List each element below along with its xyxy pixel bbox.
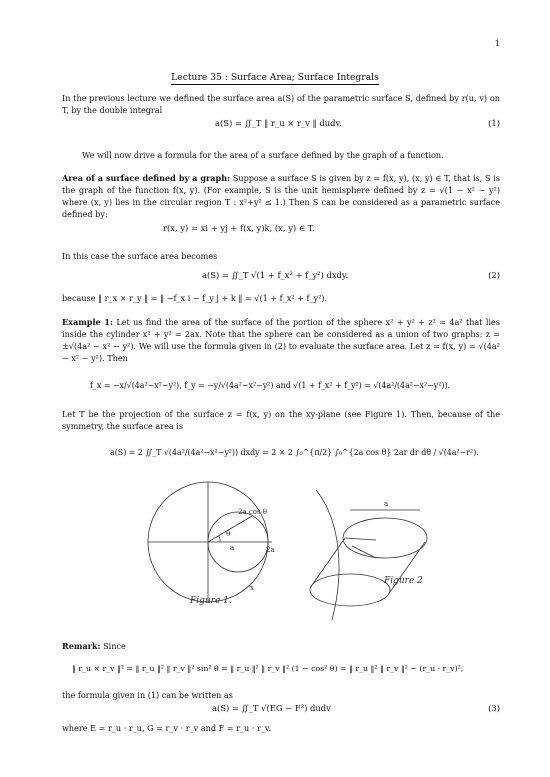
equation-2: a(S) = ∬_T √(1 + f_x² + f_y²) dxdy. bbox=[202, 270, 349, 280]
equation-3-number: (3) bbox=[488, 703, 500, 713]
label-a-right: a bbox=[384, 500, 389, 508]
partial-derivatives: f_x = −x/√(4a²−x²−y²), f_y = −y/√(4a²−x²−y²) and √(1 + f_x² + f_y²) = √(4a²/(4a²−x²−y²)). bbox=[90, 381, 451, 390]
graph-section-text: Suppose a surface S is given by z = f(x, y), (x, y) ∈ T, that is, S is the graph of the function f(x, y). (For example, S is the unit hemisphere defined by z = √(1 − x² − y²) where (x, y) lies in the circular region T : x²+y² ≤ 1.) Then S can be considered as a parametric surface defined by: bbox=[62, 173, 500, 219]
intro-paragraph: In the previous lecture we defined the surface area a(S) of the parametric surface S, defined by r(u, v) on T, by the double integral bbox=[62, 93, 500, 115]
equation-1-number: (1) bbox=[488, 118, 500, 128]
caption-figure-2: Figure 2 bbox=[384, 576, 423, 586]
label-2acos: 2a cos θ bbox=[238, 508, 268, 516]
label-theta: θ bbox=[226, 530, 231, 538]
equation-2-number: (2) bbox=[488, 270, 500, 280]
remark-equation: ‖ r_u × r_v ‖² = ‖ r_u ‖² ‖ r_v ‖² sin² θ = ‖ r_u ‖² ‖ r_v ‖² (1 − cos² θ) = ‖ r_u ‖² ‖ r_v ‖² − (r_u · r_v)², bbox=[72, 664, 464, 673]
where-line: where E = r_u · r_u, G = r_v · r_v and F = r_u · r_v. bbox=[62, 723, 272, 733]
example-heading: Example 1: bbox=[62, 317, 113, 327]
caption-figure-1: Figure 1. bbox=[190, 596, 232, 606]
remark-paragraph-2: the formula given in (1) can be written as bbox=[62, 690, 233, 700]
graph-section-heading: Area of a surface defined by a graph: bbox=[62, 173, 231, 183]
because-line: because ‖ r_x × r_y ‖ = ‖ −f_x i − f_y j + k ‖ = √(1 + f_x² + f_y²). bbox=[62, 293, 328, 303]
page-number: 1 bbox=[494, 38, 500, 48]
page-title bbox=[0, 72, 550, 83]
example-paragraph-2: Let T be the projection of the surface z = f(x, y) on the xy-plane (see Figure 1). Then, because of the symmetry, the surface area is bbox=[62, 409, 500, 431]
graph-section-paragraph bbox=[62, 172, 500, 220]
intro-paragraph-2: We will now drive a formula for the area of a surface defined by the graph of a function. bbox=[82, 150, 444, 160]
example-paragraph bbox=[62, 316, 500, 364]
cylinder-top bbox=[343, 518, 427, 558]
cylinder-left bbox=[310, 538, 345, 588]
cylinder-bottom bbox=[310, 574, 390, 606]
figure bbox=[140, 480, 440, 632]
label-a: a bbox=[230, 544, 235, 552]
label-2a: 2a bbox=[266, 546, 275, 554]
area-equation: a(S) = 2 ∬_T √(4a²/(4a²−x²−y²)) dxdy = 2 × 2 ∫₀^{π/2} ∫₀^{2a cos θ} 2ar dr dθ / √(4a²−r²). bbox=[110, 448, 479, 457]
radius-line bbox=[208, 516, 252, 542]
graph-section-paragraph-2: In this case the surface area becomes bbox=[62, 251, 218, 261]
equation-3: a(S) = ∬_T √(EG − F²) dudv bbox=[212, 703, 331, 713]
remark-text: Since bbox=[103, 641, 126, 651]
label-x: x bbox=[250, 584, 254, 592]
remark-heading: Remark: bbox=[62, 641, 101, 651]
title-text: Lecture 35 : Surface Area; Surface Integrals bbox=[171, 72, 379, 83]
equation-1: a(S) = ∬_T ‖ r_u × r_v ‖ dudv. bbox=[215, 118, 342, 128]
remark-paragraph bbox=[62, 640, 500, 652]
theta-arc bbox=[219, 536, 220, 542]
figure-sketch bbox=[140, 480, 440, 628]
parametric-equation: r(x, y) = xi + yj + f(x, y)k, (x, y) ∈ T. bbox=[163, 223, 315, 233]
radius-line-2 bbox=[345, 538, 376, 540]
example-text: Let us find the area of the surface of the portion of the sphere x² + y² + z² = 4a² that lies inside the cylinder x² + y² = 2ax. Note that the sphere can be considered as a union of two graphs: z = ±√(4a² − x² − y²). We will use the formula given in (2) to evaluate the surface area. Let z = f(x, y) = √(4a² − x² − y²). Then bbox=[62, 317, 501, 363]
